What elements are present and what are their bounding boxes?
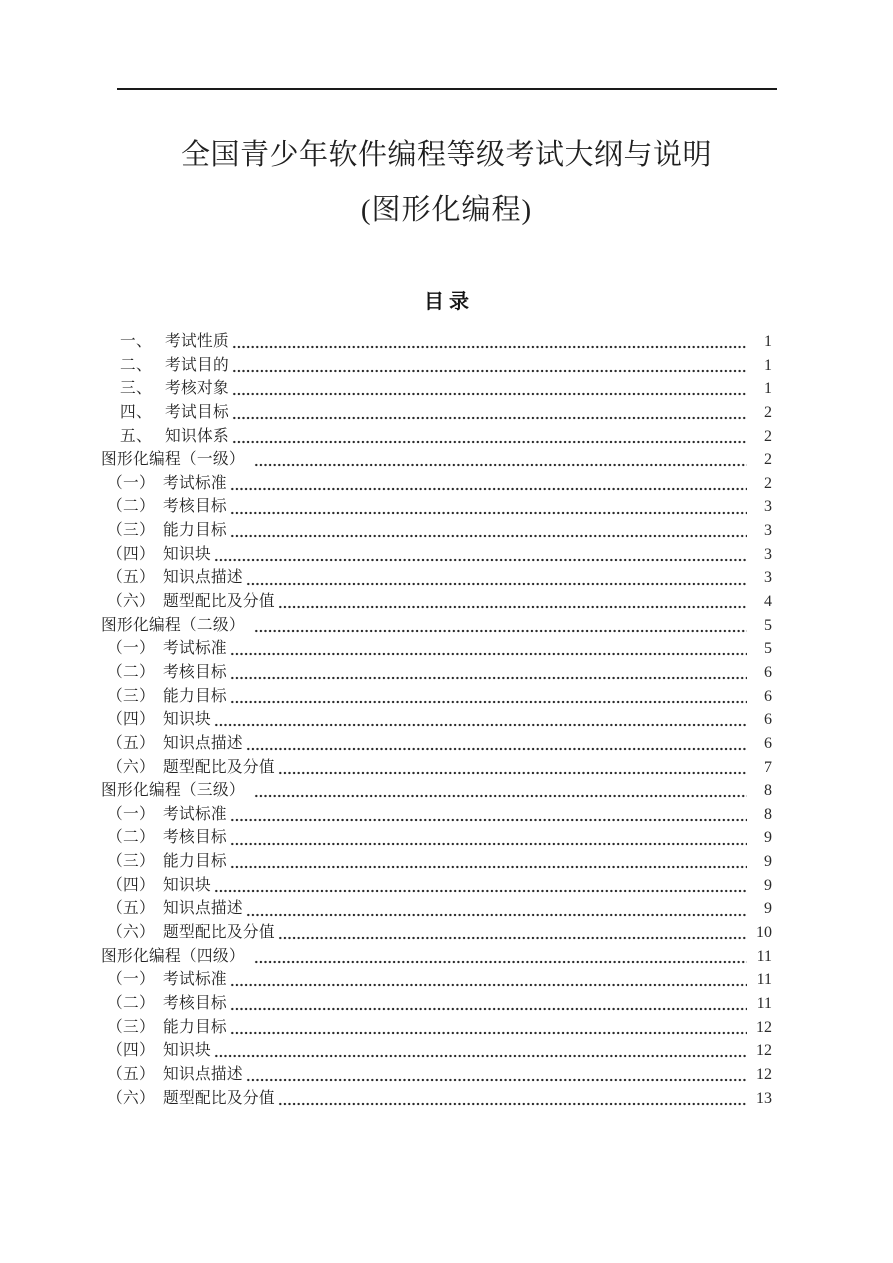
toc-page-number: 2 [764,427,772,445]
toc-entry-number: 一、 [120,333,152,350]
toc-entry-title: 考试目标 [164,403,229,421]
toc-entry-title: 考试性质 [164,333,229,350]
toc-entry[interactable] [100,779,772,803]
toc-entry-title: 能力目标 [162,687,227,705]
toc-dot-leader [230,983,747,987]
toc-entry[interactable] [100,1039,772,1063]
document-title: 全国青少年软件编程等级考试大纲与说明 [180,139,712,171]
toc-entry-number: 五、 [120,427,152,445]
toc-page-number: 9 [764,829,772,847]
toc-page-number: 9 [764,853,772,871]
toc-dot-leader [230,676,747,680]
toc-entry-title: 题型配比及分值 [162,924,275,942]
toc-heading: 目 录 [424,291,469,313]
toc-entry[interactable] [100,566,772,590]
toc-entry[interactable] [100,708,772,732]
toc-dot-leader [232,416,747,420]
toc-page-number: 8 [764,805,772,823]
toc-entry-number: （三） [107,522,155,540]
toc-dot-leader [246,913,747,917]
toc-dot-leader [230,511,747,515]
toc-dot-leader [246,582,747,586]
toc-entry[interactable] [100,968,772,992]
toc-page-number: 9 [764,876,772,894]
toc-dot-leader [278,605,747,609]
toc-entry-title: 知识块 [162,1042,211,1060]
toc-entry[interactable] [100,826,772,850]
toc-entry-title: 考试目的 [164,356,229,374]
toc-entry[interactable] [100,354,772,378]
toc-entry-number: （一） [107,805,155,823]
toc-entry-number: （三） [107,1018,155,1036]
toc-dot-leader [230,1031,747,1035]
toc-entry-title: 考试标准 [162,971,227,989]
toc-entry-title: 知识块 [162,711,211,729]
toc-page-number: 5 [764,640,772,658]
toc-entry-number: （五） [107,1065,155,1083]
toc-entry[interactable] [100,945,772,969]
toc-dot-leader [230,652,747,656]
toc-dot-leader [214,558,747,562]
toc-entry-title: 考核目标 [162,829,227,847]
toc-dot-leader [214,1054,747,1058]
toc-page-number: 6 [764,687,772,705]
toc-entry-number: （一） [107,640,155,658]
toc-entry-number: （二） [107,994,155,1012]
toc-page-number: 11 [756,994,772,1012]
toc-page-number: 7 [764,758,772,776]
toc-entry-number: （四） [107,545,155,563]
toc-entry[interactable] [100,472,772,496]
toc-page-number: 12 [756,1065,772,1083]
toc-entry[interactable] [100,685,772,709]
toc-entry-title: 能力目标 [162,522,227,540]
toc-entry[interactable] [100,803,772,827]
toc-entry-title: 考试标准 [162,474,227,492]
toc-entry[interactable] [100,756,772,780]
toc-entry-number: （二） [107,663,155,681]
toc-page-number: 6 [764,711,772,729]
toc-entry-number: （四） [107,711,155,729]
toc-entry[interactable] [100,330,772,354]
toc-dot-leader [230,865,747,869]
toc-entry[interactable] [100,401,772,425]
toc-page-number: 2 [764,451,772,469]
toc-dot-leader [230,842,747,846]
toc-dot-leader [232,345,747,349]
toc-entry-title: 图形化编程（一级） [101,451,245,469]
toc-entry-title: 图形化编程（三级） [101,782,245,800]
toc-page-number: 8 [764,782,772,800]
toc-entry-number: （二） [107,829,155,847]
toc-entry[interactable] [100,921,772,945]
toc-entry[interactable] [100,1016,772,1040]
toc-entry[interactable] [100,850,772,874]
toc-entry-number: （六） [107,1089,155,1107]
toc-entry-title: 考核目标 [162,994,227,1012]
toc-dot-leader [214,889,747,893]
toc-entry-title: 知识点描述 [162,569,243,587]
toc-entry-number: （三） [107,687,155,705]
toc-entry-title: 考试标准 [162,805,227,823]
toc-entry-number: （二） [107,498,155,516]
toc-entry[interactable] [100,1087,772,1111]
toc-entry-number: （六） [107,924,155,942]
toc-page-number: 4 [764,593,772,611]
toc-entry-number: （五） [107,900,155,918]
toc-entry-title: 能力目标 [162,1018,227,1036]
toc-entry-number: （一） [107,474,155,492]
toc-entry-title: 考试标准 [162,640,227,658]
toc-dot-leader [214,723,747,727]
document-subtitle: (图形化编程) [360,194,533,226]
toc-page-number: 1 [764,380,772,398]
toc-page-number: 5 [764,616,772,634]
toc-entry-title: 知识块 [162,876,211,894]
toc-entry[interactable] [100,1063,772,1087]
toc-page-number: 2 [764,403,772,421]
toc-dot-leader [278,936,747,940]
toc-entry[interactable] [100,661,772,685]
toc-dot-leader [232,440,747,444]
toc-dot-leader [230,1007,747,1011]
toc-entry-number: （四） [107,876,155,894]
toc-page-number: 13 [756,1089,772,1107]
toc-entry[interactable] [100,543,772,567]
toc-entry[interactable] [100,614,772,638]
toc-entry-number: （六） [107,758,155,776]
toc-page-number: 12 [756,1042,772,1060]
toc-page-number: 3 [764,498,772,516]
toc-entry-title: 图形化编程（二级） [101,616,245,634]
toc-entry[interactable] [100,495,772,519]
toc-page-number: 3 [764,545,772,563]
toc-page-number: 1 [764,356,772,374]
toc-page-number: 6 [764,663,772,681]
toc-dot-leader [230,700,747,704]
toc-page-number: 9 [764,900,772,918]
toc-entry-number: （六） [107,593,155,611]
toc-dot-leader [230,487,747,491]
toc-entry-number: 二、 [120,356,152,374]
toc-dot-leader [230,818,747,822]
toc-entry-title: 知识点描述 [162,734,243,752]
toc-entry-title: 题型配比及分值 [162,1089,275,1107]
toc-page-number: 3 [764,522,772,540]
toc-page-number: 11 [756,947,772,965]
toc-entry-number: （四） [107,1042,155,1060]
toc-dot-leader [278,1102,747,1106]
toc-dot-leader [254,629,747,633]
toc-entry[interactable] [100,992,772,1016]
toc-dot-leader [246,1078,747,1082]
toc-entry-number: （三） [107,853,155,871]
toc-entry-title: 题型配比及分值 [162,593,275,611]
toc-entry-number: （一） [107,971,155,989]
toc-entry[interactable] [100,377,772,401]
toc-entry-number: （五） [107,569,155,587]
toc-dot-leader [232,392,747,396]
toc-page-number: 1 [764,333,772,350]
toc-entry[interactable] [100,732,772,756]
toc-entry-title: 考核目标 [162,663,227,681]
toc-dot-leader [254,960,747,964]
toc-entry[interactable] [100,519,772,543]
toc-page-number: 6 [764,734,772,752]
toc-entry-title: 知识点描述 [162,900,243,918]
toc-entry[interactable] [100,637,772,661]
toc-entry-title: 知识块 [162,545,211,563]
toc-entry[interactable] [100,590,772,614]
toc-dot-leader [254,794,747,798]
toc-dot-leader [232,369,747,373]
toc-page-number: 12 [756,1018,772,1036]
toc-entry[interactable] [100,897,772,921]
toc-dot-leader [230,534,747,538]
toc-entry-number: 三、 [120,380,152,398]
header-rule [117,88,777,90]
toc-entry-title: 题型配比及分值 [162,758,275,776]
toc-entry-title: 图形化编程（四级） [101,947,245,965]
toc-entry[interactable] [100,874,772,898]
toc-page-number: 2 [764,474,772,492]
toc-entry[interactable] [100,448,772,472]
toc-dot-leader [246,747,747,751]
toc-entry-number: 四、 [120,403,152,421]
toc-entry-title: 能力目标 [162,853,227,871]
toc-dot-leader [254,463,747,467]
toc-page-number: 10 [756,924,772,942]
toc-entry-number: （五） [107,734,155,752]
toc-page-number: 11 [756,971,772,989]
toc-entry-title: 知识点描述 [162,1065,243,1083]
table-of-contents [100,330,772,1110]
toc-entry[interactable] [100,425,772,449]
toc-dot-leader [278,771,747,775]
toc-page-number: 3 [764,569,772,587]
toc-entry-title: 知识体系 [164,427,229,445]
toc-entry-title: 考核对象 [164,380,229,398]
toc-entry-title: 考核目标 [162,498,227,516]
